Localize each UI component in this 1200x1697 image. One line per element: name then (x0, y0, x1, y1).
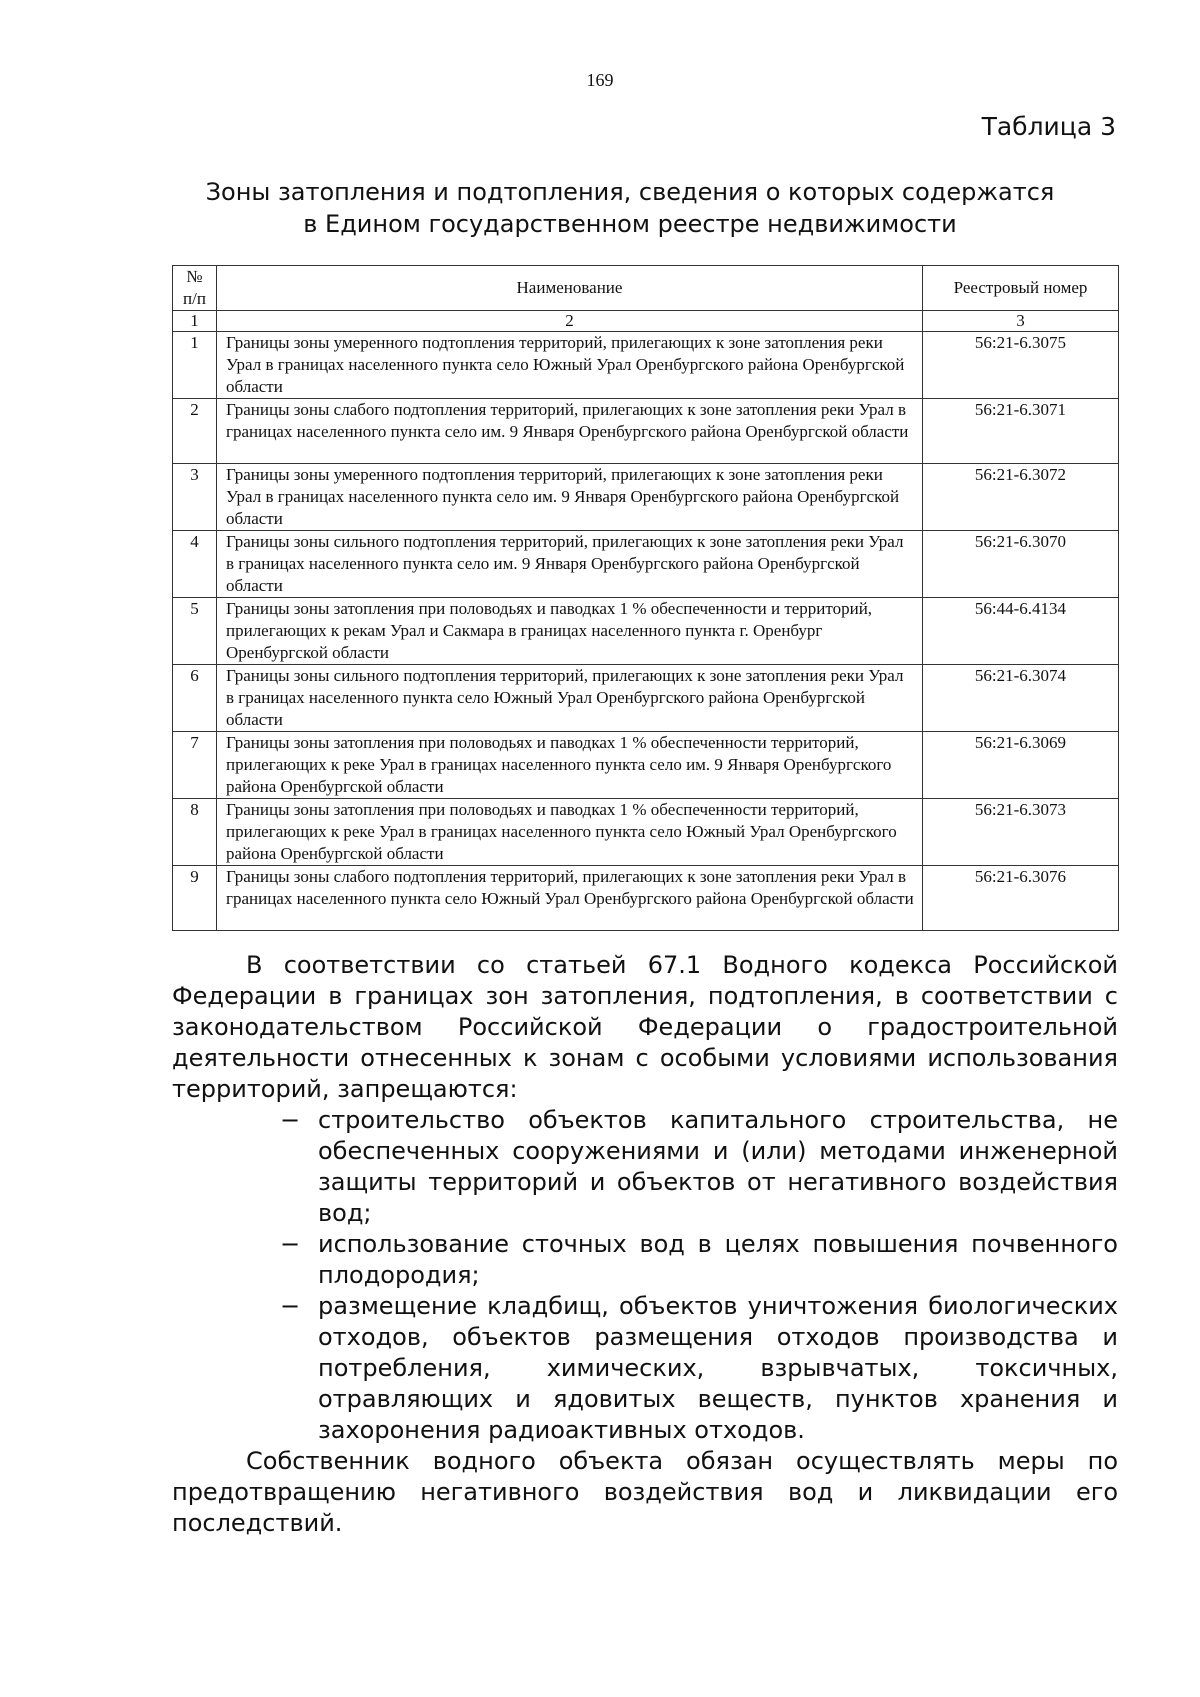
header-name: Наименование (217, 266, 923, 311)
zone-name: Границы зоны затопления при половодьях и паводках 1 % обеспеченности и территорий, прилегающих к рекам Урал и Сакмара в границах населенного пункта г. Оренбург Оренбургской области (217, 598, 923, 665)
registry-number: 56:44-6.4134 (923, 598, 1119, 665)
table-row (173, 399, 1119, 464)
column-number: 1 (173, 311, 217, 332)
registry-number: 56:21-6.3075 (923, 332, 1119, 399)
row-number: 3 (173, 464, 217, 531)
zone-name: Границы зоны затопления при половодьях и паводках 1 % обеспеченности территорий, прилегающих к реке Урал в границах населенного пункта село Южный Урал Оренбургского района Оренбургской области (217, 799, 923, 866)
column-number: 2 (217, 311, 923, 332)
list-item-text: использование сточных вод в целях повышения почвенного плодородия; (318, 1230, 1118, 1289)
list-item-text: строительство объектов капитального строительства, не обеспеченных сооружениями и (или) методами инженерной защиты территорий и объектов от негативного воздействия вод; (318, 1106, 1118, 1227)
row-number: 7 (173, 732, 217, 799)
registry-number: 56:21-6.3072 (923, 464, 1119, 531)
zone-name: Границы зоны сильного подтопления территорий, прилегающих к зоне затопления реки Урал в границах населенного пункта село Южный Урал Оренбургского района Оренбургской области (217, 665, 923, 732)
closing-paragraph: Собственник водного объекта обязан осуществлять меры по предотвращению негативного воздействия вод и ликвидации его последствий. (172, 1447, 1118, 1537)
row-number: 9 (173, 866, 217, 931)
row-number: 8 (173, 799, 217, 866)
list-item (172, 1105, 1118, 1229)
row-number: 6 (173, 665, 217, 732)
table-row (173, 799, 1119, 866)
title-line-2: в Едином государственном реестре недвижимости (303, 210, 957, 238)
table-label: Таблица 3 (981, 112, 1116, 141)
table-row (173, 464, 1119, 531)
registry-number: 56:21-6.3069 (923, 732, 1119, 799)
registry-number: 56:21-6.3076 (923, 866, 1119, 931)
zone-name: Границы зоны умеренного подтопления территорий, прилегающих к зоне затопления реки Урал в границах населенного пункта село Южный Урал Оренбургского района Оренбургской области (217, 332, 923, 399)
table-row (173, 665, 1119, 732)
registry-number: 56:21-6.3074 (923, 665, 1119, 732)
table-row (173, 598, 1119, 665)
row-number: 1 (173, 332, 217, 399)
list-dash: − (280, 1106, 301, 1134)
registry-number: 56:21-6.3071 (923, 399, 1119, 464)
prohibitions-list (172, 1105, 1118, 1446)
header-reg: Реестровый номер (923, 266, 1119, 311)
row-number: 5 (173, 598, 217, 665)
list-item (172, 1229, 1118, 1291)
zone-name: Границы зоны затопления при половодьях и паводках 1 % обеспеченности территорий, прилегающих к реке Урал в границах населенного пункта село им. 9 Января Оренбургского района Оренбургской области (217, 732, 923, 799)
list-dash: − (280, 1292, 301, 1320)
zone-name: Границы зоны слабого подтопления территорий, прилегающих к зоне затопления реки Урал в границах населенного пункта село Южный Урал Оренбургского района Оренбургской области (217, 866, 923, 931)
zone-name: Границы зоны слабого подтопления территорий, прилегающих к зоне затопления реки Урал в границах населенного пункта село им. 9 Января Оренбургского района Оренбургской области (217, 399, 923, 464)
registry-number: 56:21-6.3070 (923, 531, 1119, 598)
flood-zones-table (172, 265, 1119, 931)
zone-name: Границы зоны сильного подтопления территорий, прилегающих к зоне затопления реки Урал в границах населенного пункта село им. 9 Января Оренбургского района Оренбургской области (217, 531, 923, 598)
list-dash: − (280, 1230, 301, 1258)
table-row (173, 866, 1119, 931)
column-number-row (173, 311, 1119, 332)
column-number: 3 (923, 311, 1119, 332)
row-number: 4 (173, 531, 217, 598)
registry-number: 56:21-6.3073 (923, 799, 1119, 866)
document-title (170, 176, 1090, 240)
table-row (173, 732, 1119, 799)
table-header-row (173, 266, 1119, 311)
intro-paragraph: В соответствии со статьей 67.1 Водного кодекса Российской Федерации в границах зон затопления, подтопления, в соответствии с законодательством Российской Федерации о градостроительной деятельности отнесенных к зонам с особыми условиями использования территорий, запрещаются: (172, 951, 1118, 1103)
body-text (172, 950, 1118, 1539)
header-num: № п/п (173, 266, 217, 311)
list-item (172, 1291, 1118, 1446)
title-line-1: Зоны затопления и подтопления, сведения о которых содержатся (205, 178, 1055, 206)
table-row (173, 531, 1119, 598)
row-number: 2 (173, 399, 217, 464)
page-number: 169 (586, 70, 614, 90)
zone-name: Границы зоны умеренного подтопления территорий, прилегающих к зоне затопления реки Урал в границах населенного пункта село им. 9 Января Оренбургского района Оренбургской области (217, 464, 923, 531)
list-item-text: размещение кладбищ, объектов уничтожения биологических отходов, объектов размещения отходов производства и потребления, химических, взрывчатых, токсичных, отравляющих и ядовитых веществ, пунктов хранения и захоронения радиоактивных отходов. (318, 1292, 1118, 1444)
table-row (173, 332, 1119, 399)
